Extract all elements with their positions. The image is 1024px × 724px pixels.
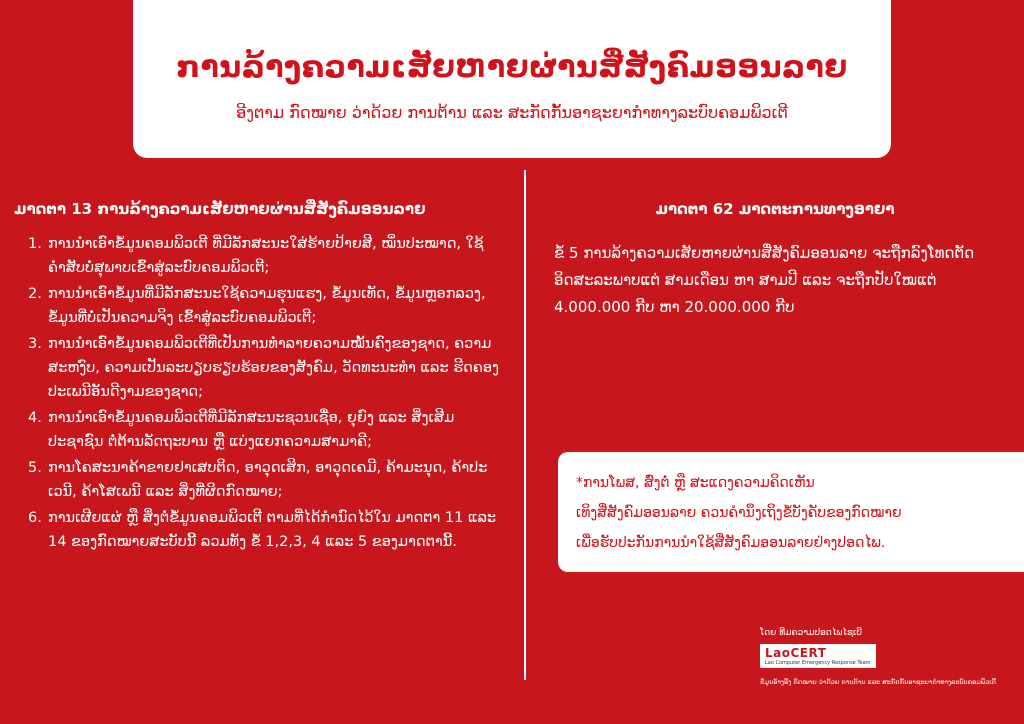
list-item	[18, 232, 514, 280]
note-box	[558, 452, 1024, 572]
item-number: 5.	[28, 460, 42, 476]
source-reference: ຂໍ້ມູນອ້າງອີງ ກົດໝາຍ ວ່າດ້ວຍ ການຕ້ານ ແລະ ສະກັດກັ້ນອາຊະຍາກຳທາງລະບົບຄອມພິວເຕີ	[760, 678, 996, 686]
item-number: 2.	[28, 286, 42, 302]
item-text: ການນຳເອົາຂໍ້ມູນຄອມພິວເຕີ ທີ່ມີລັກສະນະໃສ່ຮ້າຍປ້າຍສີ, ໝິ່ນປະໝາດ, ໃຊ້ຄຳສັບບໍ່ສຸພາບເຂົ້າສູ່ລະບົບຄອມພິວເຕີ;	[48, 236, 484, 276]
item-text: ການນຳເອົາຂໍ້ມູນຄອມພິວເຕີທີ່ເປັນການທຳລາຍຄວາມໝັ້ນຄົງຂອງຊາດ, ຄວາມສະຫງົບ, ຄວາມເປັນລະບຽບຮຽບຮ້ອຍຂອງສັງຄົມ, ວັດທະນະທຳ ແລະ ຮີດຄອງປະເພນີອັນດີງາມຂອງຊາດ;	[48, 336, 499, 400]
article-62-body: ຂໍ້ 5 ການລ້າງຄວາມເສັຍຫາຍຜ່ານສື່ສັງຄົມອອນລາຍ ຈະຖືກລົງໂທດຕັດອິດສະລະພາບແຕ່ ສາມເດືອນ ຫາ ສາມປີ ແລະ ຈະຖືກປັບໃໝແຕ່ 4.000.000 ກີບ ຫາ 20.000.000 ກີບ	[554, 244, 975, 316]
note-line: ເທິງສື່ສັງຄົມອອນລາຍ ຄວນຄຳນຶງເຖິງຂໍ້ບັງຄັບຂອງກົດໝາຍ	[576, 505, 902, 521]
item-number: 3.	[28, 336, 42, 352]
page-subtitle: ອີງຕາມ ກົດໝາຍ ວ່າດ້ວຍ ການຕ້ານ ແລະ ສະກັດກັ້ນອາຊະຍາກຳທາງລະບົບຄອມພິວເຕີ	[236, 103, 788, 122]
note-line: *ການໂພສ, ສົ່ງຕໍ່ ຫຼື ສະແດງຄວາມຄິດເຫັນ	[576, 475, 815, 491]
header-panel	[133, 0, 891, 158]
article-13-section	[14, 200, 514, 556]
article-62-section	[540, 200, 1010, 321]
logo-tagline: Lao Computer Emergency Response Team	[765, 660, 871, 666]
item-number: 1.	[28, 236, 42, 252]
list-item	[18, 456, 514, 504]
article-13-list	[14, 232, 514, 554]
item-text: ການໂຄສະນາຄ້າຂາຍຢາເສບຕິດ, ອາວຸດເສິກ, ອາວຸດເຄມີ, ຄ້າມະນຸດ, ຄ້າປະເວນີ, ຄ້າໂສເພນີ ແລະ ສິ່ງທີ່ຜິດກົດໝາຍ;	[48, 460, 488, 500]
list-item	[18, 506, 514, 554]
item-number: 6.	[28, 510, 42, 526]
item-text: ການນຳເອົາຂໍ້ມູນທີ່ມີລັກສະນະໃຊ້ຄວາມຮຸນແຮງ, ຂໍ້ມູນເທັດ, ຂໍ້ມູນຫຼອກລວງ, ຂໍ້ມູນທີ່ບໍ່ເປັນຄວາມຈິງ ເຂົ້າສູ່ລະບົບຄອມພິວເຕີ;	[48, 286, 486, 326]
footer	[760, 628, 1020, 686]
list-item	[18, 332, 514, 404]
column-divider	[524, 170, 526, 680]
note-line: ເພື່ອຮັບປະກັນການນຳໃຊ້ສື່ສັງຄົມອອນລາຍຢ່າງປອດໄພ.	[576, 535, 886, 551]
article-62-heading: ມາດຕາ 62 ມາດຕະການທາງອາຍາ	[655, 200, 895, 218]
page-title: ການລ້າງຄວາມເສັຍຫາຍຜ່ານສື່ສັງຄົມອອນລາຍ	[176, 50, 848, 85]
logo-text: LaoCERT	[765, 646, 827, 660]
item-number: 4.	[28, 410, 42, 426]
article-13-heading: ມາດຕາ 13 ການລ້າງຄວາມເສັຍຫາຍຜ່ານສື່ສັງຄົມອອນລາຍ	[14, 200, 426, 218]
author-credit: ໂດຍ ທີມຄວາມປອດໄພໄຊເບີ	[760, 628, 862, 638]
list-item	[18, 406, 514, 454]
laocert-logo	[760, 644, 876, 668]
item-text: ການເຜີຍແຜ່ ຫຼື ສິ່ງຕໍ່ຂໍ້ມູນຄອມພິວເຕີ ຕາມທີ່ໄດ້ກຳນົດໄວ້ໃນ ມາດຕາ 11 ແລະ 14 ຂອງກົດໝາຍສະບັບນີ້ ລວມທັງ ຂໍ້ 1,2,3, 4 ແລະ 5 ຂອງມາດຕານີ້.	[48, 510, 497, 550]
list-item	[18, 282, 514, 330]
item-text: ການນຳເອົາຂໍ້ມູນຄອມພິວເຕີທີ່ມີລັກສະນະຊວນເຊື່ອ, ຍຸຍົງ ແລະ ສິ່ງເສີມ ປະຊາຊົນ ຕໍ່ຕ້ານລັດຖະບານ ຫຼື ແບ່ງແຍກຄວາມສາມາຄີ;	[48, 410, 455, 450]
